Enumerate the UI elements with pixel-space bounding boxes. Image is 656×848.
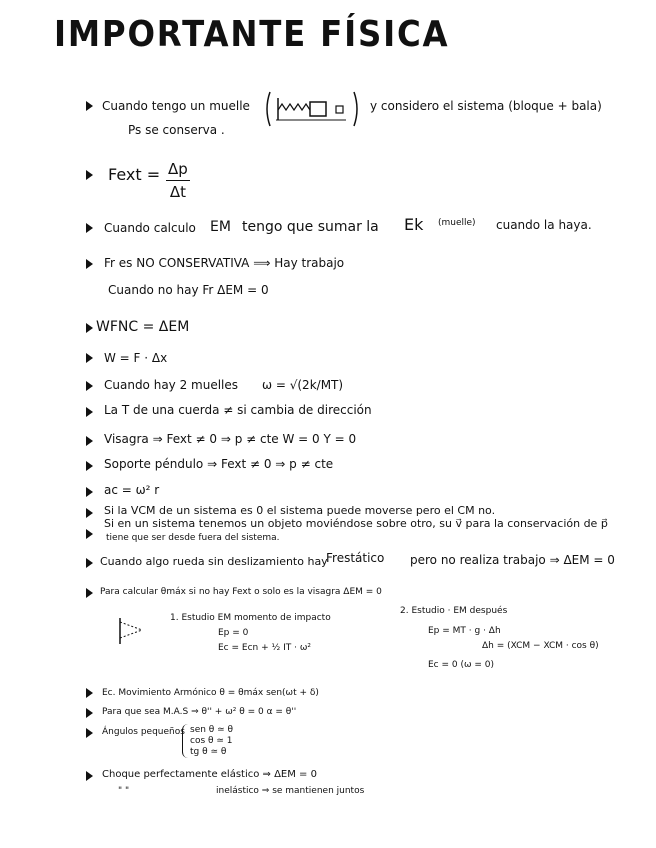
note-em-symbol: EM: [210, 219, 231, 235]
note-em-mid: tengo que sumar la: [242, 219, 379, 235]
bullet: [86, 529, 93, 539]
note-fr-line1: Fr es NO CONSERVATIVA ⟹ Hay trabajo: [104, 256, 345, 270]
note-vcm: Si la VCM de un sistema es 0 el sistema puede moverse pero el CM no.: [104, 504, 496, 517]
bullet: [86, 728, 93, 738]
bullet: [86, 323, 93, 333]
angulos-item: sen θ ≃ θ: [190, 725, 234, 735]
note-tension: La T de una cuerda ≠ si cambia de dirección: [104, 403, 372, 417]
bullet: [86, 461, 93, 471]
bullet: [86, 170, 93, 180]
pendulum-sketch: [116, 616, 148, 646]
note-soporte: Soporte péndulo ⇒ Fext ≠ 0 ⇒ p ≠ cte: [104, 457, 334, 471]
note-choque-line2: inelástico ⇒ se mantienen juntos: [216, 786, 365, 796]
bullet: [86, 771, 93, 781]
note-muelle-line2: Ps se conserva .: [128, 123, 225, 137]
spring-block-bullet-sketch: [262, 88, 362, 130]
note-rueda-post: pero no realiza trabajo ⇒ ΔEM = 0: [410, 553, 615, 567]
estudio1-ec: Ec = Ecn + ½ IT · ω²: [218, 643, 311, 653]
note-choque-line1: Choque perfectamente elástico ⇒ ΔEM = 0: [102, 769, 317, 780]
bullet: [86, 688, 93, 698]
note-fr-line2: Cuando no hay Fr ΔEM = 0: [108, 283, 269, 297]
bullet: [86, 487, 93, 497]
estudio1-ep: Ep = 0: [218, 628, 249, 638]
angulos-item: tg θ ≃ θ: [190, 747, 227, 757]
estudio2-title: 2. Estudio · EM después: [400, 606, 508, 616]
note-muelle-line1-post: y considero el sistema (bloque + bala): [370, 99, 602, 113]
note-ek-symbol: Ek: [404, 215, 424, 234]
bullet: [86, 436, 93, 446]
note-calcular: Para calcular θmáx si no hay Fext o solo es la visagra ΔEM = 0: [100, 587, 382, 597]
fraction-numerator: Δp: [166, 160, 190, 181]
page-title: IMPORTANTE FÍSICA: [54, 14, 450, 55]
formula-omega-muelles: ω = √(2k/MT): [262, 378, 344, 392]
note-rueda-pre: Cuando algo rueda sin deslizamiento hay: [100, 555, 328, 568]
note-rueda-fr: Frestático: [326, 551, 385, 565]
note-objeto-line1: Si en un sistema tenemos un objeto moviéndose sobre otro, su v⃗ para la conservación de p⃗: [104, 517, 608, 530]
note-choque-ditto: " ": [118, 786, 130, 796]
fraction-denominator: Δt: [169, 183, 186, 201]
bullet: [86, 381, 93, 391]
note-mas: Ec. Movimiento Armónico θ = θmáx sen(ωt + δ): [102, 688, 319, 698]
formula-fext-fraction: [166, 160, 190, 201]
bullet: [86, 353, 93, 363]
bullet: [86, 223, 93, 233]
formula-work: W = F · Δx: [104, 351, 168, 365]
note-objeto-line2: tiene que ser desde fuera del sistema.: [106, 533, 280, 543]
bullet: [86, 558, 93, 568]
formula-wfnc: WFNC = ΔEM: [96, 319, 190, 335]
note-muelles: Cuando hay 2 muelles: [104, 378, 239, 392]
note-has: Para que sea M.A.S ⇒ θ'' + ω² θ = 0 α = θ'': [102, 707, 297, 717]
angulos-item: cos θ ≃ 1: [190, 736, 233, 746]
bullet: [86, 708, 93, 718]
note-em-post: cuando la haya.: [496, 218, 592, 232]
bullet: [86, 588, 93, 598]
estudio2-ec: Ec = 0 (ω = 0): [428, 660, 495, 670]
bullet: [86, 508, 93, 518]
estudio2-dh: Δh = (XCM − XCM · cos θ): [482, 641, 599, 651]
formula-fext: Fext =: [108, 165, 161, 184]
note-muelle-line1: Cuando tengo un muelle: [102, 99, 250, 113]
estudio1-title: 1. Estudio EM momento de impacto: [170, 613, 331, 623]
note-angulos-label: Ángulos pequeños: [102, 727, 185, 737]
note-ek-muelle: (muelle): [438, 218, 476, 228]
angulos-brace: [182, 724, 189, 758]
note-em-pre: Cuando calculo: [104, 221, 196, 235]
bullet: [86, 101, 93, 111]
bullet: [86, 259, 93, 269]
bullet: [86, 407, 93, 417]
formula-centripetal: ac = ω² r: [104, 483, 160, 497]
note-visagra: Visagra ⇒ Fext ≠ 0 ⇒ p ≠ cte W = 0 Υ = 0: [104, 432, 357, 446]
estudio2-ep: Ep = MT · g · Δh: [428, 626, 501, 636]
